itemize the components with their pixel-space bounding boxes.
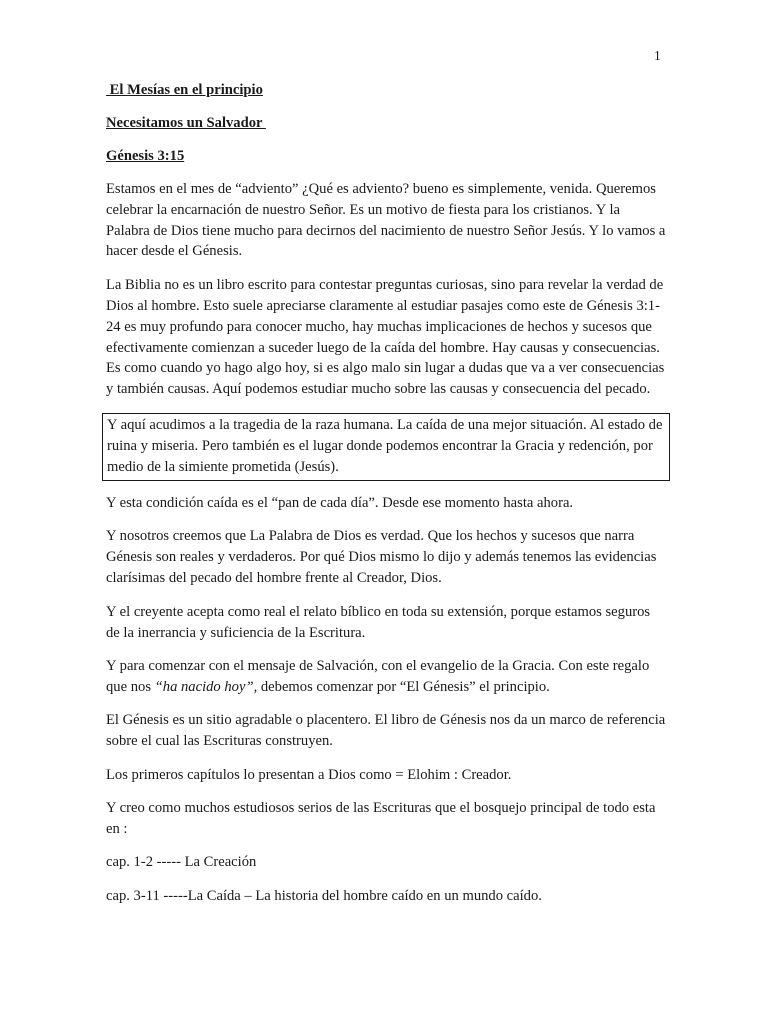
paragraph-outline-intro: Y creo como muchos estudiosos serios de las Escrituras que el bosquejo principal de todo esta en :	[106, 799, 656, 837]
paragraph-salvation-message	[106, 656, 666, 698]
document-title: El Mesías en el principio	[106, 82, 263, 98]
paragraph-believer-accepts: Y el creyente acepta como real el relato bíblico en toda su extensión, porque estamos seguros de la inerrancia y suficiencia de la Escritura.	[106, 603, 651, 641]
paragraph-advent: Estamos en el mes de “adviento” ¿Qué es adviento? bueno es simplemente, venida. Queremos celebrar la encarnación de nuestro Señor. Es un motivo de fiesta para los cristianos. Y la Palabra de Dios tiene mucho para decirnos del nacimiento de nuestro Señor Jesús. Y lo vamos a hacer desde el Génesis.	[106, 180, 666, 260]
outline-item-creation: cap. 1-2 ----- La Creación	[106, 854, 257, 871]
paragraph-elohim: Los primeros capítulos lo presentan a Dios como = Elohim : Creador.	[106, 766, 512, 783]
salvation-text-italic: “ha nacido hoy”,	[154, 678, 258, 695]
boxed-paragraph-tragedy: Y aquí acudimos a la tragedia de la raza humana. La caída de una mejor situación. Al estado de ruina y miseria. Pero también es el lugar donde podemos encontrar la Gracia y redención, por medio de la simiente prometida (Jesús).	[102, 413, 670, 481]
scripture-reference: Génesis 3:15	[106, 147, 185, 164]
document-body	[106, 80, 666, 919]
paragraph-genesis-place: El Génesis es un sitio agradable o placentero. El libro de Génesis nos da un marco de referencia sobre el cual las Escrituras construyen.	[106, 712, 666, 750]
salvation-text-start: Y para comenzar con el mensaje de Salvación, con el evangelio de la Gracia. Con este regalo que nos	[106, 657, 650, 695]
salvation-text-end: debemos comenzar por “El Génesis” el principio.	[257, 678, 550, 695]
page-number: 1	[654, 48, 661, 63]
paragraph-fallen-condition: Y esta condición caída es el “pan de cada día”. Desde ese momento hasta ahora.	[106, 495, 574, 511]
paragraph-word-is-truth: Y nosotros creemos que La Palabra de Dios es verdad. Que los hechos y sucesos que narra Génesis son reales y verdaderos. Por qué Dios mismo lo dijo y además tenemos las evidencias clarísimas del pecado del hombre frente al Creador, Dios.	[106, 528, 657, 587]
paragraph-bible-purpose: La Biblia no es un libro escrito para contestar preguntas curiosas, sino para revelar la verdad de Dios al hombre. Esto suele apreciarse claramente al estudiar pasajes como este de Génesis 3:1-24 es muy profundo para conocer mucho, hay muchas implicaciones de hechos y sucesos que efectivamente comienzan a suceder luego de la caída del hombre. Hay causas y consecuencias. Es como cuando yo hago algo hoy, si es algo malo sin lugar a dudas que va a ver consecuencias y también causas. Aquí podemos estudiar mucho sobre las causas y consecuencia del pecado.	[106, 276, 665, 398]
document-subtitle: Necesitamos un Salvador	[106, 114, 266, 131]
outline-item-fall: cap. 3-11 -----La Caída – La historia del hombre caído en un mundo caído.	[106, 887, 542, 904]
